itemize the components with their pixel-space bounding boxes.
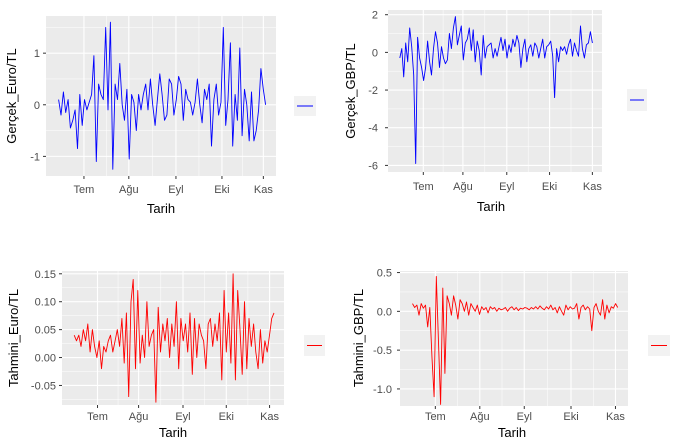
x-tick-label: Eyl [516, 411, 532, 423]
panel-background [388, 10, 602, 172]
y-tick-label: -4 [368, 122, 378, 135]
y-axis-title: Gerçek_GBP/TL [343, 43, 358, 139]
x-tick-label: Eki [218, 411, 234, 423]
chart-panel-3 [6, 269, 325, 440]
chart-panel-1 [4, 16, 316, 216]
x-axis-title: Tarih [158, 425, 188, 440]
y-tick-label: -1 [30, 151, 40, 164]
x-tick-label: Ağu [470, 411, 490, 423]
x-tick-label: Tem [73, 184, 95, 196]
y-tick-label: 0.00 [34, 352, 56, 365]
x-tick-label: Kas [253, 184, 273, 196]
y-tick-label: 0.10 [34, 296, 56, 309]
y-tick-label: 0 [33, 99, 40, 112]
x-tick-label: Ağu [128, 411, 149, 423]
x-axis-title: Tarih [497, 425, 527, 440]
x-tick-label: Tem [412, 181, 434, 193]
y-tick-label: 0.0 [376, 306, 392, 319]
y-tick-label: 0 [371, 47, 378, 60]
x-tick-label: Eyl [175, 411, 191, 423]
chart-panel-4 [351, 268, 670, 440]
y-tick-label: 0.5 [376, 267, 392, 280]
x-tick-label: Kas [260, 411, 280, 423]
y-axis-title: Tahmini_GBP/TL [351, 288, 366, 388]
x-tick-label: Eki [541, 181, 558, 193]
y-axis-title: Gerçek_Euro/TL [4, 48, 19, 144]
x-tick-label: Eki [563, 411, 579, 423]
x-tick-label: Eyl [168, 184, 184, 196]
x-axis-title: Tarih [146, 201, 176, 216]
y-tick-label: -0.5 [373, 345, 392, 358]
y-tick-label: 2 [371, 9, 378, 22]
legend [648, 335, 670, 356]
y-tick-label: 0.15 [34, 268, 56, 281]
x-tick-label: Tem [424, 411, 446, 423]
x-tick-label: Eki [214, 184, 230, 196]
legend [627, 89, 647, 111]
y-axis-title: Tahmini_Euro/TL [6, 288, 21, 388]
x-axis-title: Tarih [476, 199, 506, 214]
y-tick-label: 1 [33, 48, 40, 61]
y-tick-label: -2 [368, 85, 378, 98]
legend [294, 96, 316, 116]
y-tick-label: -0.05 [30, 380, 56, 393]
x-tick-label: Ağu [119, 184, 139, 196]
x-tick-label: Kas [582, 181, 602, 193]
x-tick-label: Ağu [453, 181, 473, 193]
chart-panel-2 [343, 10, 647, 214]
y-tick-label: -6 [368, 160, 378, 173]
legend [304, 335, 325, 356]
x-tick-label: Tem [87, 411, 108, 423]
x-tick-label: Eyl [499, 181, 515, 193]
x-tick-label: Kas [605, 411, 625, 423]
y-tick-label: 0.05 [34, 324, 56, 337]
y-tick-label: -1.0 [373, 383, 392, 396]
